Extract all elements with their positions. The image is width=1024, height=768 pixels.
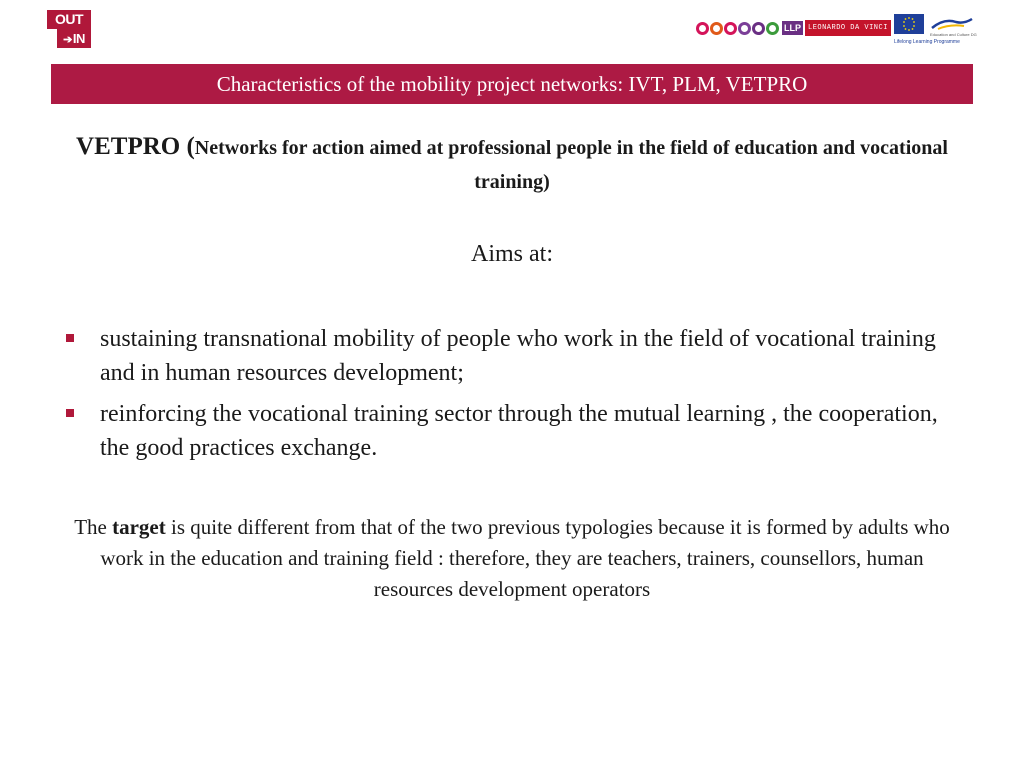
bird-icon <box>930 16 974 32</box>
aims-list <box>60 322 940 472</box>
outin-logo-bottom <box>57 29 91 48</box>
list-item-text: reinforcing the vocational training sector through the mutual learning , the cooperation, the good practices exchange. <box>100 401 938 461</box>
list-item-text: sustaining transnational mobility of people who work in the field of vocational training and in human resources development; <box>100 326 936 386</box>
outin-logo-top: OUT <box>47 10 91 29</box>
llp-programme-label: Lifelong Learning Programme <box>894 39 960 45</box>
eu-flag-icon <box>894 14 924 34</box>
circle-icon <box>766 22 779 35</box>
llp-label: LLP <box>784 23 801 33</box>
circle-icon <box>724 22 737 35</box>
target-pre: The <box>74 515 113 539</box>
eu-logo <box>894 14 978 46</box>
heading-description: Networks for action aimed at professional people in the field of education and vocational training) <box>194 137 948 193</box>
outin-logo <box>47 10 91 48</box>
target-paragraph <box>60 512 964 605</box>
eu-dg-label: Education and Culture DG <box>930 32 977 37</box>
heading-vetpro: VETPRO ( <box>76 133 195 160</box>
circle-icon <box>710 22 723 35</box>
bullet-square-icon <box>66 334 74 342</box>
circle-icon <box>752 22 765 35</box>
list-item <box>60 322 940 390</box>
title-bar <box>51 64 973 104</box>
aims-label: Aims at: <box>471 241 553 267</box>
bullet-square-icon <box>66 409 74 417</box>
target-post: is quite different from that of the two previous typologies because it is formed by adults who work in the education and training field : therefore, they are teachers, trainers, counsellors, human resources development operators <box>100 515 950 601</box>
slide-title: Characteristics of the mobility project networks: IVT, PLM, VETPRO <box>216 71 808 96</box>
outin-logo-bottom-text: IN <box>72 31 85 46</box>
circle-icon <box>696 22 709 35</box>
circle-icon <box>738 22 751 35</box>
arrow-right-icon: ➔ <box>63 34 72 46</box>
target-keyword: target <box>112 515 166 539</box>
leonardo-logo <box>696 17 891 39</box>
section-heading <box>60 130 964 200</box>
leonardo-label: LEONARDO DA VINCI <box>805 20 891 36</box>
list-item <box>60 397 940 465</box>
